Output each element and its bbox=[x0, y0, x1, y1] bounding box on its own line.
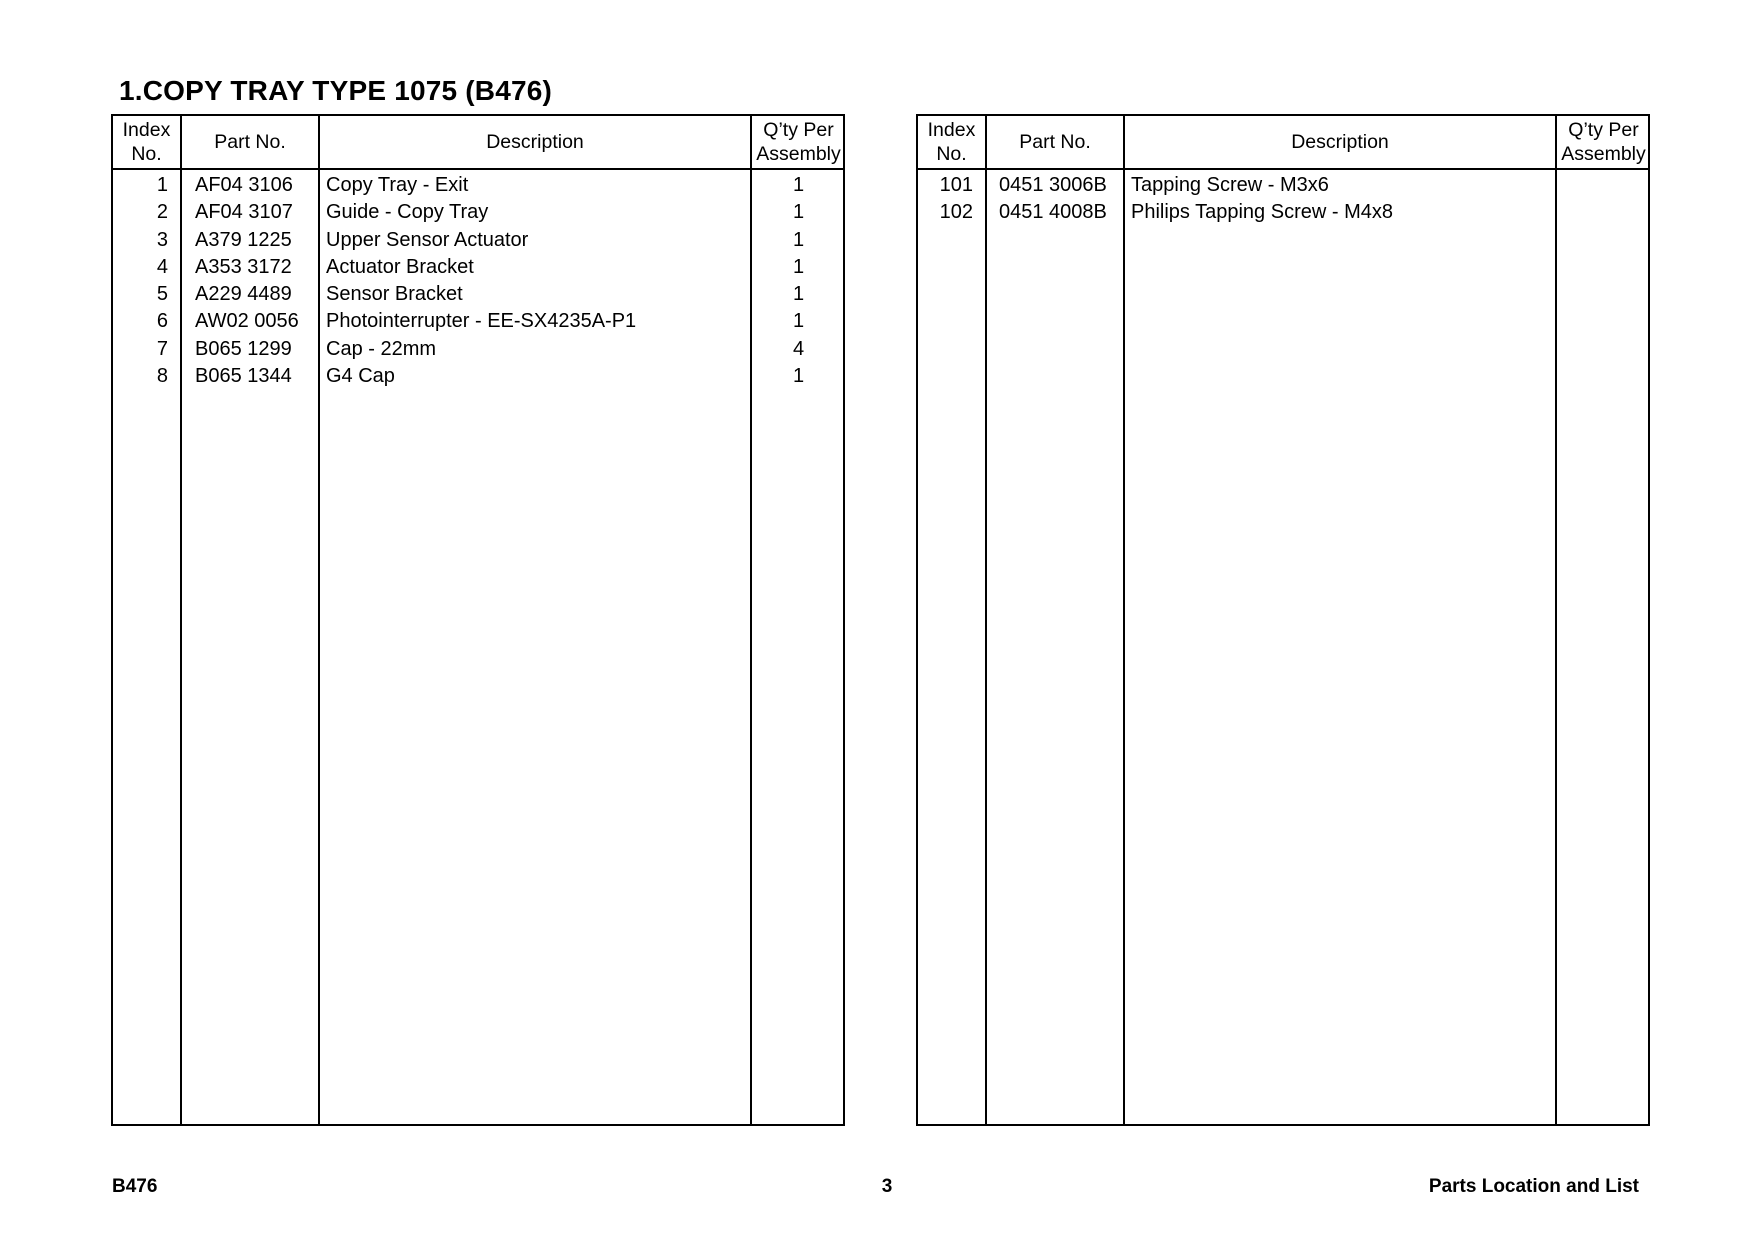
page-title: 1.COPY TRAY TYPE 1075 (B476) bbox=[119, 75, 553, 106]
qty-cell: 1 bbox=[792, 228, 805, 251]
column-divider bbox=[1555, 116, 1557, 1124]
qty-cell: 1 bbox=[792, 174, 805, 196]
part-no-cell: AF04 3107 bbox=[195, 201, 293, 224]
description-cell: Sensor Bracket bbox=[326, 283, 463, 306]
index-cell: 2 bbox=[156, 201, 168, 224]
part-no-cell: A353 3172 bbox=[195, 255, 292, 278]
part-no-cell: B065 1344 bbox=[195, 365, 292, 388]
part-no-cell: A229 4489 bbox=[195, 283, 292, 306]
footer-section-title: Parts Location and List bbox=[1428, 1176, 1639, 1197]
description-cell: Cap - 22mm bbox=[326, 337, 437, 360]
description-cell: Tapping Screw - M3x6 bbox=[1131, 174, 1329, 196]
qty-cell: 1 bbox=[792, 310, 805, 333]
header-description: Description bbox=[486, 131, 584, 153]
qty-cell: 1 bbox=[792, 201, 805, 224]
header-qty: Q’ty Per Assembly bbox=[1561, 119, 1646, 165]
part-no-cell: 0451 4008B bbox=[999, 201, 1107, 224]
qty-cell: 4 bbox=[792, 337, 805, 360]
header-divider bbox=[113, 168, 843, 170]
qty-cell: 1 bbox=[792, 283, 805, 306]
header-description: Description bbox=[1291, 131, 1389, 153]
index-cell: 3 bbox=[156, 228, 168, 251]
table-body bbox=[918, 172, 1648, 227]
index-cell: 102 bbox=[939, 201, 973, 224]
parts-table-right bbox=[916, 114, 1650, 1126]
description-cell: Photointerrupter - EE-SX4235A-P1 bbox=[326, 310, 637, 333]
part-no-cell: 0451 3006B bbox=[999, 174, 1107, 196]
index-cell: 101 bbox=[939, 174, 973, 196]
table-row bbox=[113, 254, 843, 281]
header-index: Index No. bbox=[927, 119, 976, 165]
part-no-cell: AW02 0056 bbox=[195, 310, 299, 333]
description-cell: Actuator Bracket bbox=[326, 255, 474, 278]
table-row bbox=[113, 363, 843, 390]
parts-table-left bbox=[111, 114, 845, 1126]
part-no-cell: AF04 3106 bbox=[195, 174, 293, 196]
qty-cell: 1 bbox=[792, 365, 805, 388]
description-cell: Philips Tapping Screw - M4x8 bbox=[1131, 201, 1393, 224]
column-divider bbox=[985, 116, 987, 1124]
header-qty: Q’ty Per Assembly bbox=[756, 119, 841, 165]
header-divider bbox=[918, 168, 1648, 170]
description-cell: Upper Sensor Actuator bbox=[326, 228, 529, 251]
index-cell: 8 bbox=[156, 365, 168, 388]
footer-page-number: 3 bbox=[881, 1176, 893, 1197]
description-cell: Guide - Copy Tray bbox=[326, 201, 489, 224]
table-row bbox=[113, 281, 843, 308]
header-part-no: Part No. bbox=[214, 131, 286, 153]
header-part-no: Part No. bbox=[1019, 131, 1091, 153]
table-row bbox=[918, 199, 1648, 226]
table-row bbox=[918, 172, 1648, 199]
part-no-cell: B065 1299 bbox=[195, 337, 292, 360]
index-cell: 4 bbox=[156, 255, 168, 278]
table-body bbox=[113, 172, 843, 390]
table-row bbox=[113, 199, 843, 226]
header-index: Index No. bbox=[122, 119, 171, 165]
footer-model-code: B476 bbox=[112, 1176, 158, 1197]
index-cell: 1 bbox=[156, 174, 168, 196]
description-cell: Copy Tray - Exit bbox=[326, 174, 469, 196]
description-cell: G4 Cap bbox=[326, 365, 395, 388]
column-divider bbox=[1123, 116, 1125, 1124]
part-no-cell: A379 1225 bbox=[195, 228, 292, 251]
index-cell: 6 bbox=[156, 310, 168, 333]
table-row bbox=[113, 308, 843, 335]
index-cell: 7 bbox=[156, 337, 168, 360]
index-cell: 5 bbox=[156, 283, 168, 306]
qty-cell: 1 bbox=[792, 255, 805, 278]
table-row bbox=[113, 336, 843, 363]
table-row bbox=[113, 172, 843, 199]
table-row bbox=[113, 227, 843, 254]
